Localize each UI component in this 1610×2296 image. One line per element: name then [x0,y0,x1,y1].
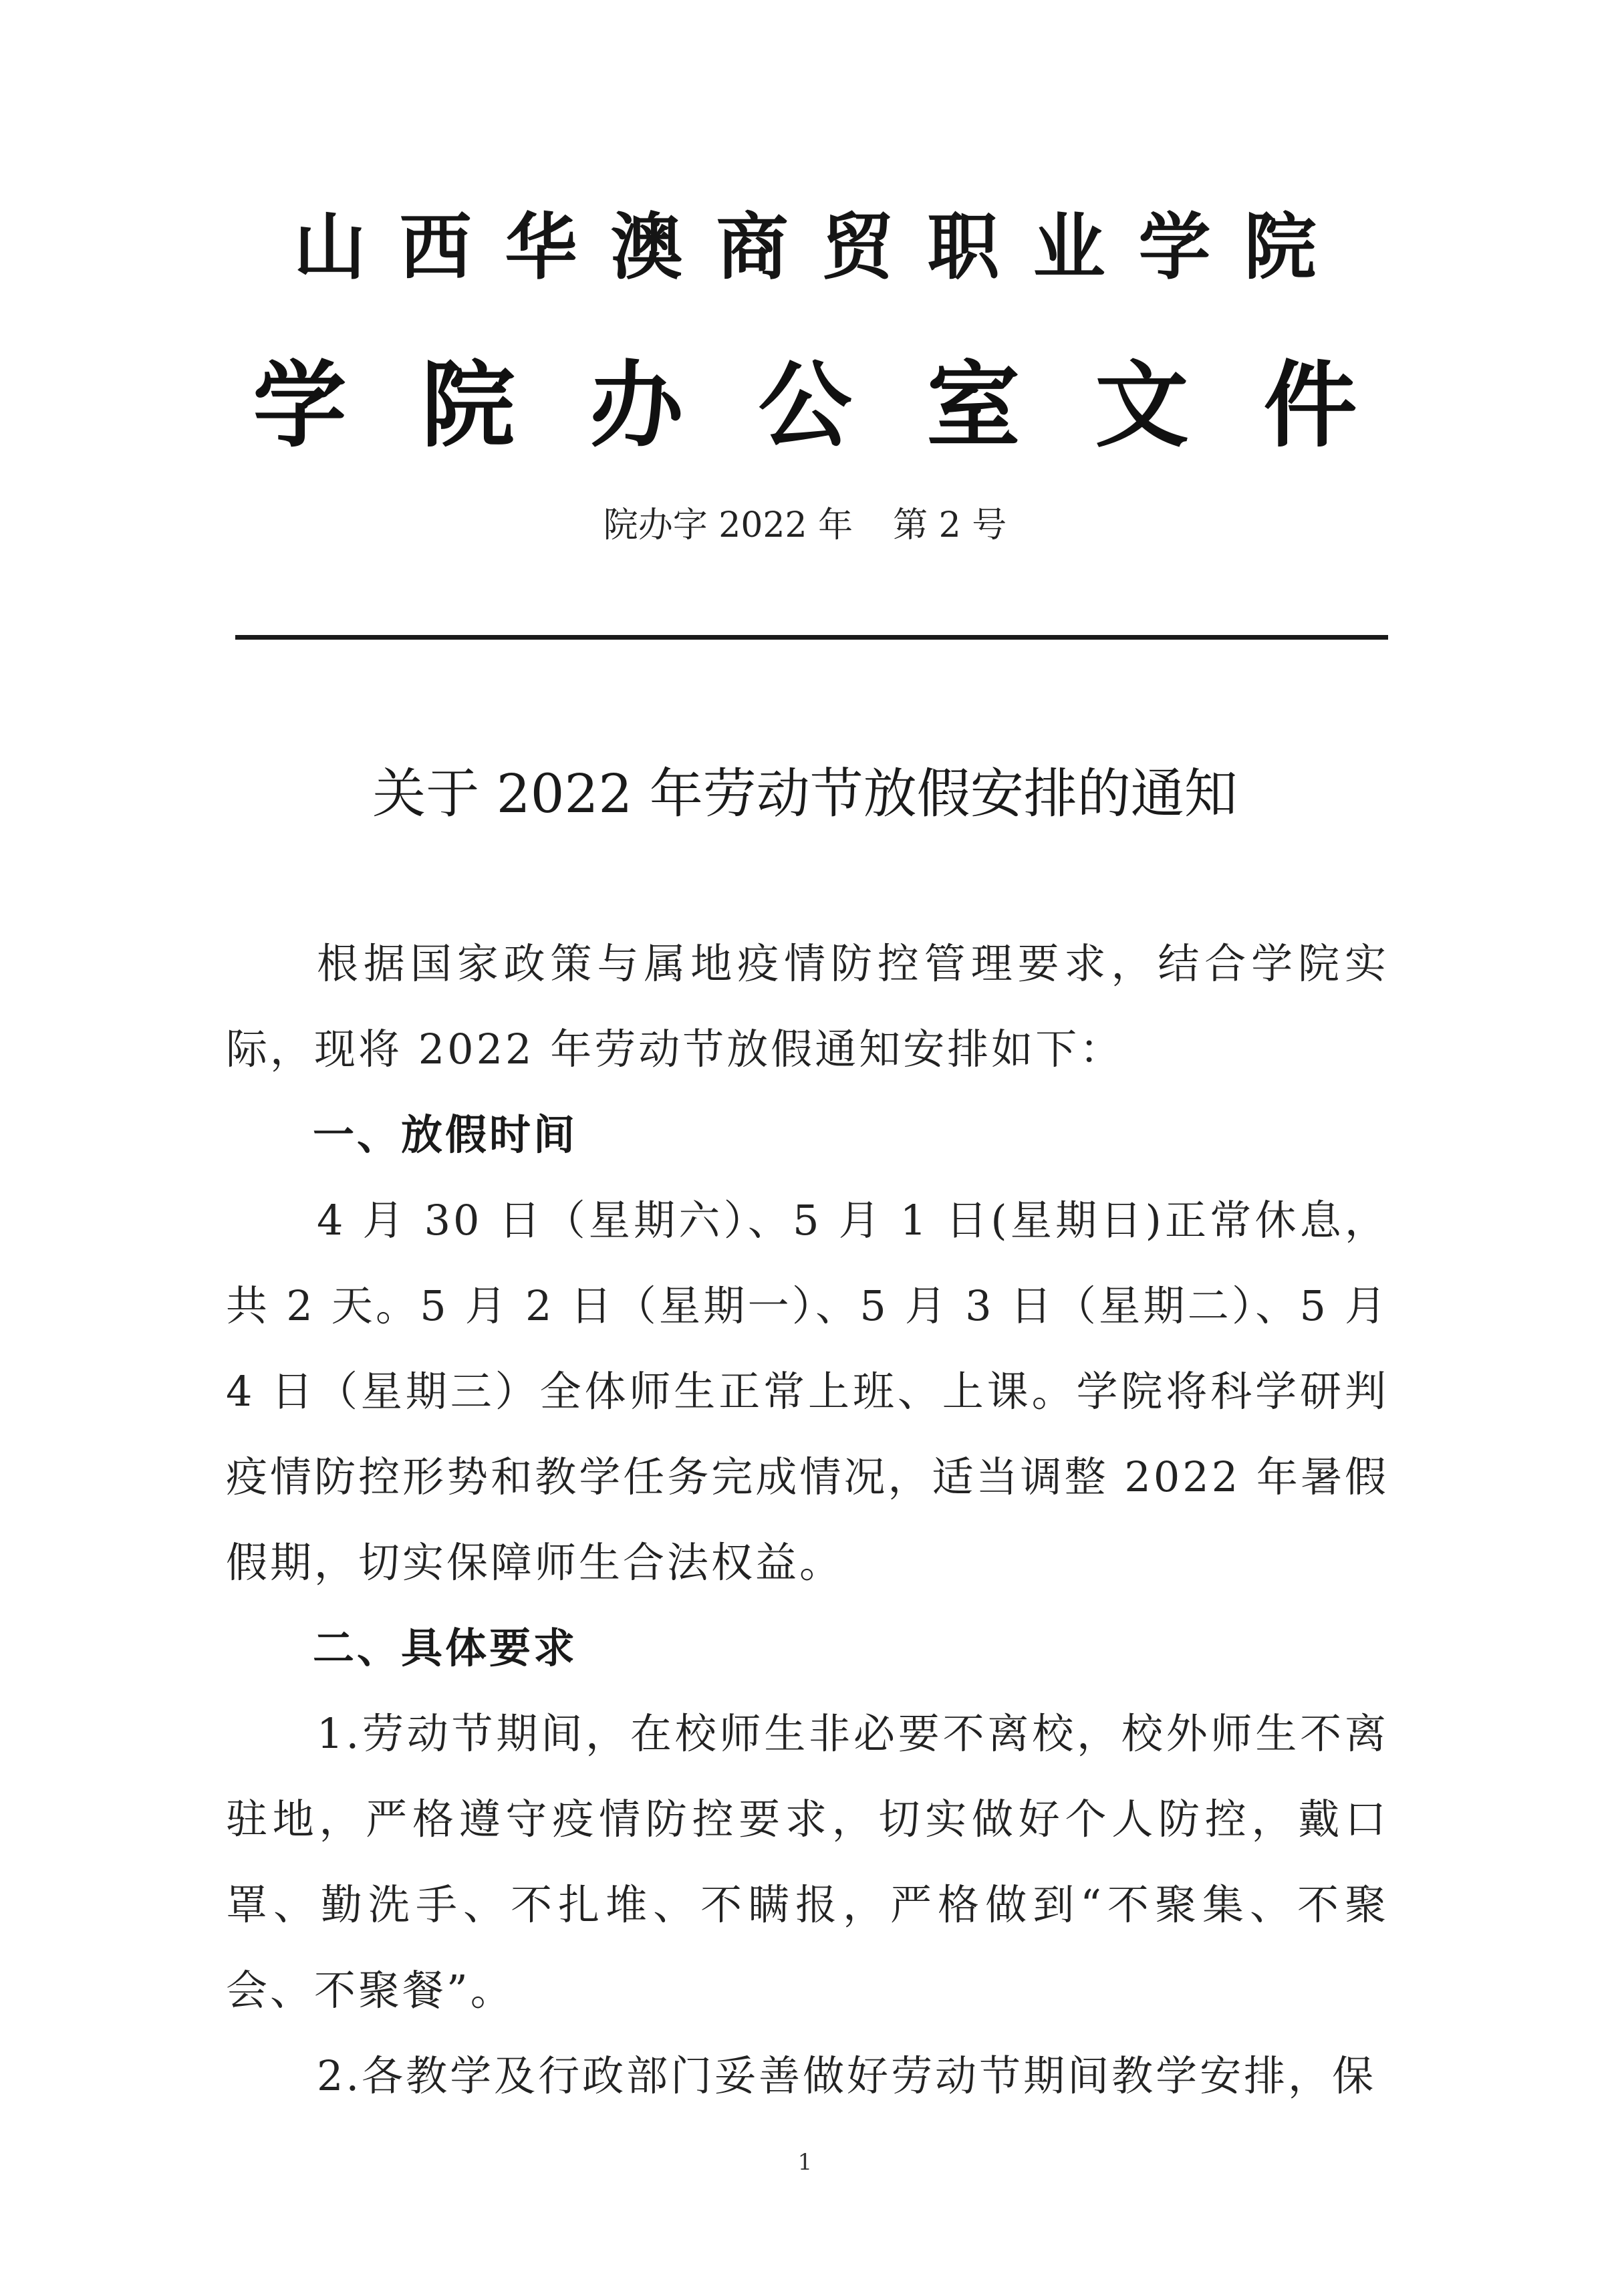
section-heading-holiday-time: 一、放假时间 [313,1110,578,1159]
intro-paragraph: 根据国家政策与属地疫情防控管理要求，结合学院实际，现将 2022 年劳动节放假通知安排如下： [226,939,1389,1073]
section-heading-requirements: 二、具体要求 [313,1624,578,1672]
document-number-value: 第 2 号 [893,505,1007,545]
page-number: 1 [797,2149,813,2176]
organization-name: 山西华澳商贸职业学院 [293,205,1350,289]
requirement-item-1: 1.劳动节期间，在校师生非必要不离校，校外师生不离驻地，严格遵守疫情防控要求，切实做好个人防控，戴口罩、勤洗手、不扎堆、不瞒报，严格做到“不聚集、不聚会、不聚餐”。 [226,1709,1389,2015]
notice-body [226,921,1389,2119]
header-divider [235,635,1388,640]
holiday-time-paragraph: 4 月 30 日（星期六）、5 月 1 日(星期日)正常休息，共 2 天。5 月 2 日（星期一）、5 月 3 日（星期二）、5 月 4 日（星期三）全体师生正常上班、上课。学院将科学研判疫情防控形势和教学任务完成情况，适当调整 2022 年暑假假期，切实保障师生合法权益。 [226,1196,1389,1587]
document-type-title: 学院办公室文件 [253,350,1432,461]
requirement-item-2: 2.各教学及行政部门妥善做好劳动节期间教学安排，保 [317,2051,1377,2100]
notice-title: 关于 2022 年劳动节放假安排的通知 [372,762,1238,825]
document-number [0,495,1610,548]
document-number-prefix: 院办字 2022 年 [603,505,853,545]
